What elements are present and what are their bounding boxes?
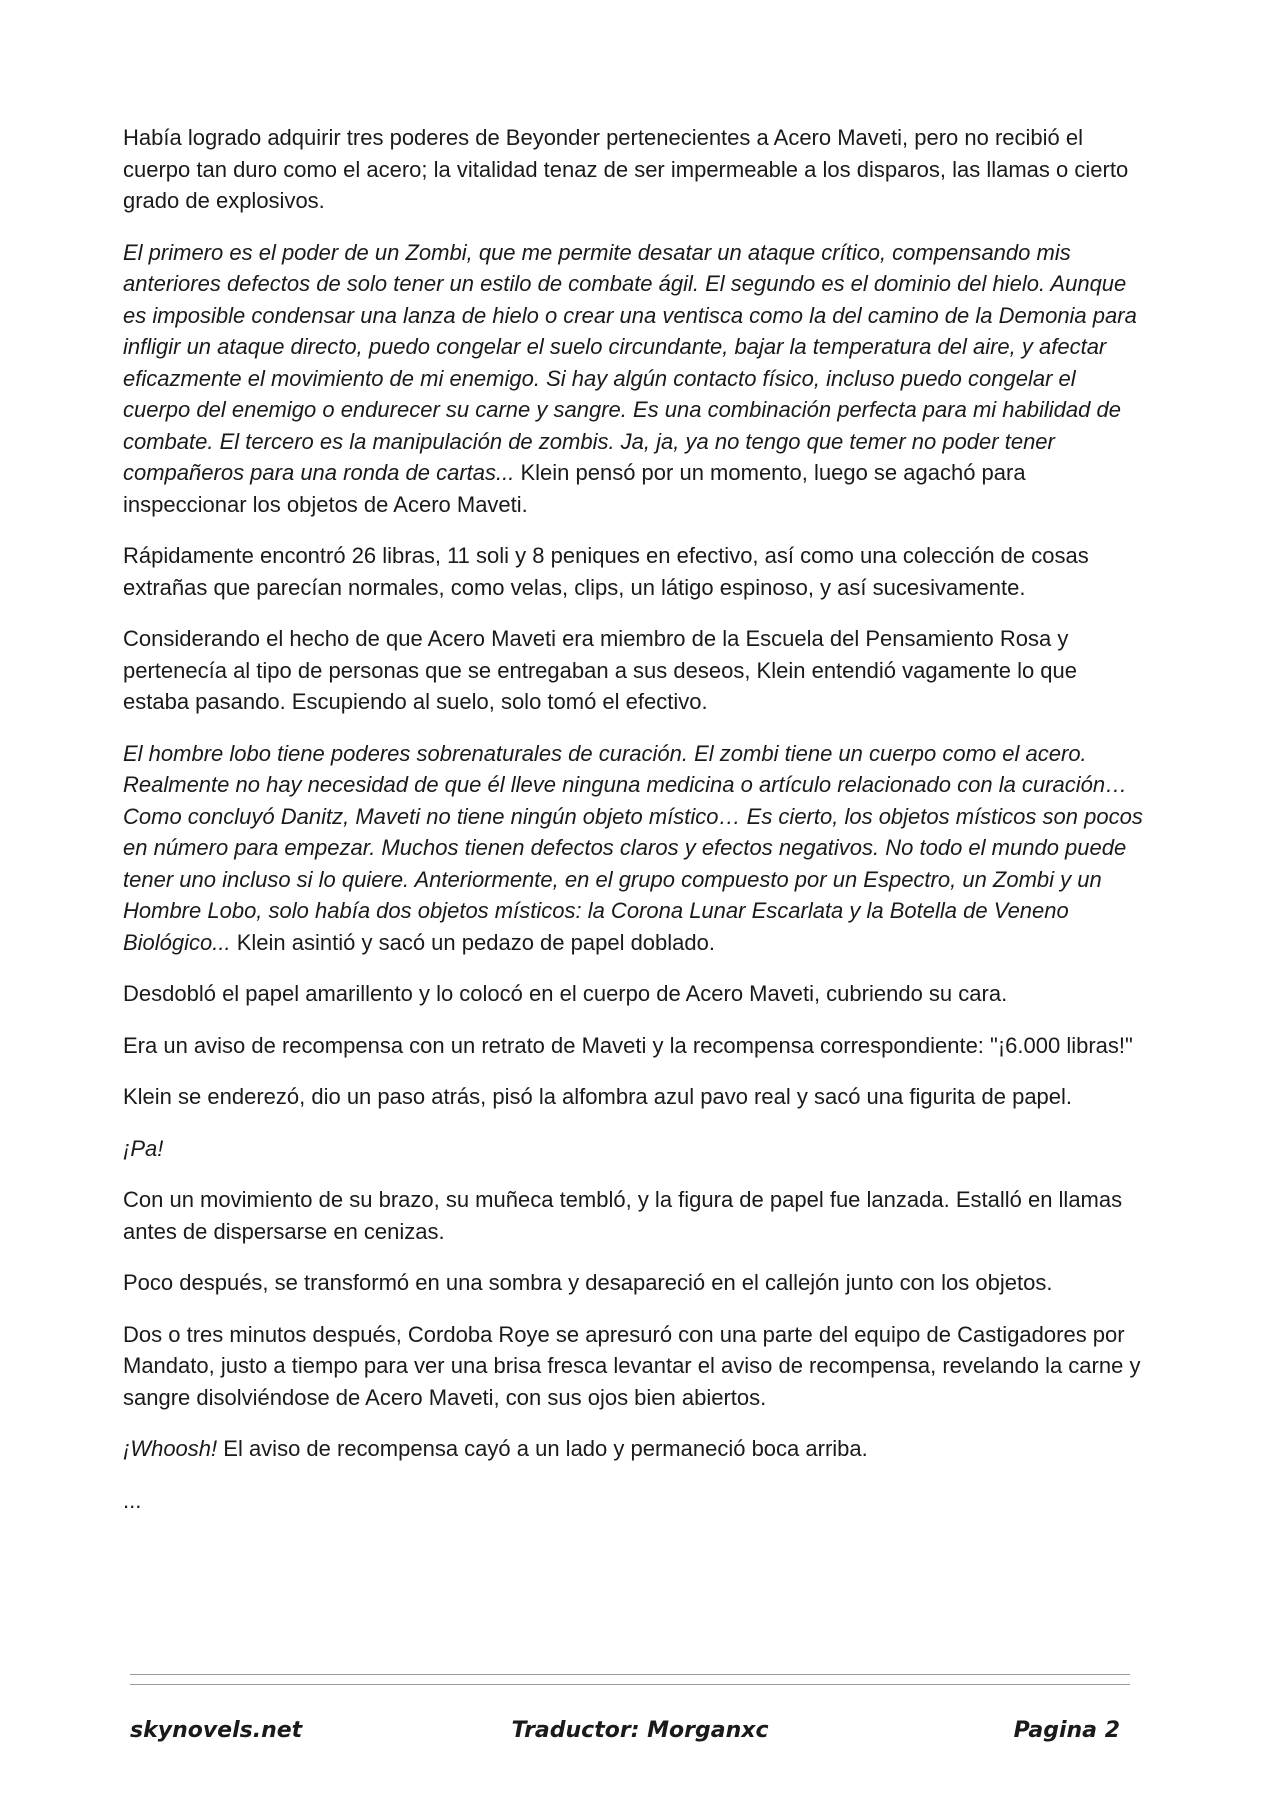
paragraph <box>123 1184 1143 1247</box>
italic-text-run: ¡Whoosh! <box>123 1436 218 1461</box>
footer-site: skynovels.net <box>130 1718 303 1743</box>
text-run: Dos o tres minutos después, Cordoba Roye se apresuró con una parte del equipo de Castigadores por Mandato, justo a tiempo para ver una brisa fresca levantar el aviso de recompensa, revelando la carne y sangre disolviéndose de Acero Maveti, con sus ojos bien abiertos. <box>123 1321 1141 1410</box>
paragraph <box>123 738 1143 959</box>
italic-text-run: ¡Pa! <box>123 1135 164 1161</box>
paragraph <box>123 1433 1143 1465</box>
text-run: Klein se enderezó, dio un paso atrás, pisó la alfombra azul pavo real y sacó una figurita de papel. <box>123 1084 1073 1109</box>
paragraph <box>123 540 1143 603</box>
text-run: Desdobló el papel amarillento y lo colocó en el cuerpo de Acero Maveti, cubriendo su cara. <box>123 981 1008 1006</box>
text-run: Con un movimiento de su brazo, su muñeca tembló, y la figura de papel fue lanzada. Estalló en llamas antes de dispersarse en cenizas. <box>123 1187 1123 1244</box>
paragraph <box>123 1267 1143 1299</box>
paragraph <box>123 978 1143 1010</box>
footer-divider-top <box>130 1674 1130 1675</box>
paragraph <box>123 1030 1143 1062</box>
footer-divider-bottom <box>130 1684 1130 1685</box>
text-run: Considerando el hecho de que Acero Maveti era miembro de la Escuela del Pensamiento Rosa y pertenecía al tipo de personas que se entregaban a sus deseos, Klein entendió vagamente lo que estaba pasando. Escupiendo al suelo, solo tomó el efectivo. <box>123 626 1078 714</box>
paragraph <box>123 237 1143 521</box>
paragraph <box>123 1081 1143 1113</box>
italic-text-run: El primero es el poder de un Zombi, que me permite desatar un ataque crítico, compensando mis anteriores defectos de solo tener un estilo de combate ágil. El segundo es el dominio del hielo. Aunque es imposible condensar una lanza de hielo o crear una ventisca como la del camino de la Demonia para infligir un ataque directo, puedo congelar el suelo circundante, bajar la temperatura del aire, y afectar eficazmente el movimiento de mi enemigo. Si hay algún contacto físico, incluso puedo congelar el cuerpo del enemigo o endurecer su carne y sangre. Es una combinación perfecta para mi habilidad de combate. El tercero es la manipulación de zombis. Ja, ja, ya no tengo que temer no poder tener compañeros para una ronda de cartas... <box>123 239 1137 485</box>
text-run: Rápidamente encontró 26 libras, 11 soli y 8 peniques en efectivo, así como una colección de cosas extrañas que parecían normales, como velas, clips, un látigo espinoso, y así sucesivamente. <box>123 543 1089 600</box>
paragraph <box>123 1133 1143 1165</box>
text-run: Había logrado adquirir tres poderes de Beyonder pertenecientes a Acero Maveti, pero no recibió el cuerpo tan duro como el acero; la vitalidad tenaz de ser impermeable a los disparos, las llamas o cierto grado de explosivos. <box>123 125 1129 213</box>
text-run: El aviso de recompensa cayó a un lado y permaneció boca arriba. <box>217 1436 868 1461</box>
text-run: ... <box>123 1487 142 1513</box>
text-run: Klein asintió y sacó un pedazo de papel doblado. <box>230 929 715 955</box>
document-body <box>123 122 1143 1536</box>
text-run: Poco después, se transformó en una sombra y desapareció en el callejón junto con los objetos. <box>123 1270 1053 1295</box>
paragraph <box>123 1319 1143 1414</box>
paragraph <box>123 122 1143 217</box>
paragraph <box>123 1485 1143 1517</box>
footer-page-number: Pagina 2 <box>1013 1718 1120 1743</box>
paragraph <box>123 623 1143 718</box>
footer-translator: Traductor: Morganxc <box>511 1718 769 1743</box>
text-run: Era un aviso de recompensa con un retrato de Maveti y la recompensa correspondiente: "¡6.000 libras!" <box>123 1032 1133 1058</box>
italic-text-run: El hombre lobo tiene poderes sobrenaturales de curación. El zombi tiene un cuerpo como el acero. Realmente no hay necesidad de que él lleve ninguna medicina o artículo relacionado con la curación… Como concluyó Danitz, Maveti no tiene ningún objeto místico… Es cierto, los objetos místicos son pocos en número para empezar. Muchos tienen defectos claros y efectos negativos. No todo el mundo puede tener uno incluso si lo quiere. Anteriormente, en el grupo compuesto por un Espectro, un Zombi y un Hombre Lobo, solo había dos objetos místicos: la Corona Lunar Escarlata y la Botella de Veneno Biológico... <box>123 740 1143 955</box>
text-run: Klein pensó por un momento, luego se agachó para inspeccionar los objetos de Acero Maveti. <box>123 460 1026 517</box>
